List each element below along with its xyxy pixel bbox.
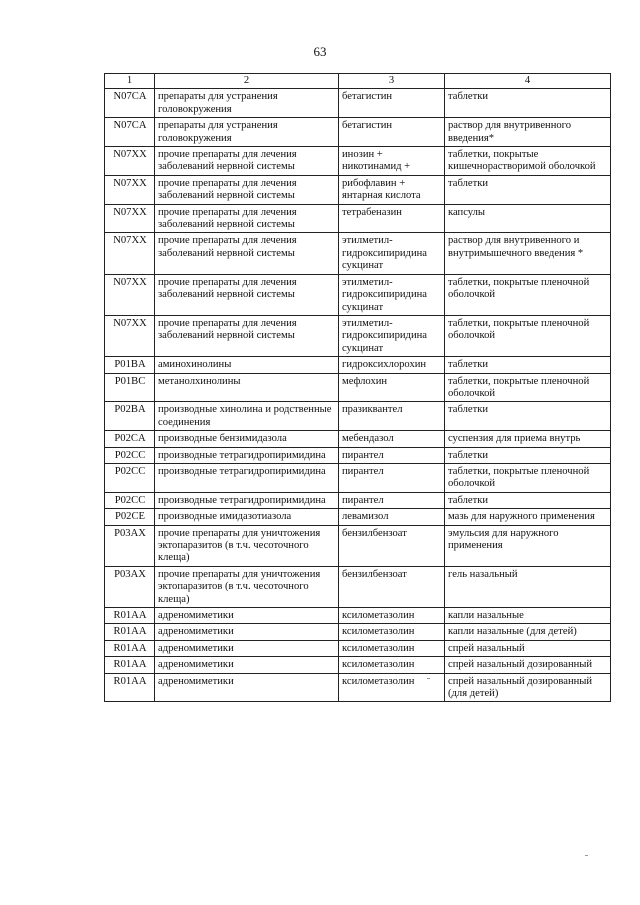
cell-substance: мефлохин — [339, 373, 445, 402]
cell-form: таблетки, покрытые кишечнорастворимой оболочкой — [445, 147, 611, 176]
cell-form: таблетки — [445, 447, 611, 463]
cell-code: N07XX — [105, 233, 155, 274]
page-number: 63 — [313, 44, 327, 59]
cell-code: N07XX — [105, 204, 155, 233]
table-row — [105, 89, 611, 118]
column-header-group: 2 — [155, 74, 339, 89]
cell-group: адреномиметики — [155, 640, 339, 656]
cell-form: мазь для наружного применения — [445, 509, 611, 525]
cell-substance: ксилометазолин — [339, 657, 445, 673]
table-row — [105, 447, 611, 463]
cell-form: таблетки — [445, 89, 611, 118]
cell-form: таблетки — [445, 357, 611, 373]
column-header-substance: 3 — [339, 74, 445, 89]
cell-group: адреномиметики — [155, 657, 339, 673]
cell-group: прочие препараты для лечения заболеваний нервной системы — [155, 315, 339, 356]
column-header-code: 1 — [105, 74, 155, 89]
cell-group: прочие препараты для лечения заболеваний нервной системы — [155, 175, 339, 204]
cell-group: прочие препараты для лечения заболеваний нервной системы — [155, 274, 339, 315]
table-row — [105, 463, 611, 492]
cell-form: таблетки — [445, 492, 611, 508]
table-row — [105, 274, 611, 315]
cell-group: производные имидазотиазола — [155, 509, 339, 525]
cell-code: P03AX — [105, 566, 155, 607]
cell-substance: этилметил-гидроксипиридина сукцинат — [339, 233, 445, 274]
cell-code: P02CE — [105, 509, 155, 525]
table-row — [105, 640, 611, 656]
cell-code: N07XX — [105, 315, 155, 356]
cell-code: P03AX — [105, 525, 155, 566]
cell-group: прочие препараты для лечения заболеваний нервной системы — [155, 204, 339, 233]
cell-substance: празиквантел — [339, 402, 445, 431]
cell-group: адреномиметики — [155, 624, 339, 640]
table-row — [105, 525, 611, 566]
cell-group: препараты для устранения головокружения — [155, 118, 339, 147]
table-row — [105, 657, 611, 673]
table-row — [105, 492, 611, 508]
cell-group: препараты для устранения головокружения — [155, 89, 339, 118]
cell-group: прочие препараты для уничтожения эктопаразитов (в т.ч. чесоточного клеща) — [155, 566, 339, 607]
cell-form: таблетки, покрытые пленочной оболочкой — [445, 274, 611, 315]
cell-form: спрей назальный дозированный — [445, 657, 611, 673]
cell-substance: ксилометазолин — [339, 640, 445, 656]
cell-code: R01AA — [105, 608, 155, 624]
cell-substance: этилметил-гидроксипиридина сукцинат — [339, 274, 445, 315]
cell-code: N07XX — [105, 175, 155, 204]
cell-substance: бензилбензоат — [339, 525, 445, 566]
cell-substance: ксилометазолин — [339, 624, 445, 640]
scan-speck — [427, 678, 430, 679]
cell-form: капсулы — [445, 204, 611, 233]
cell-substance: мебендазол — [339, 431, 445, 447]
cell-substance: бензилбензоат — [339, 566, 445, 607]
table-row — [105, 624, 611, 640]
cell-code: P01BA — [105, 357, 155, 373]
cell-form: эмульсия для наружного применения — [445, 525, 611, 566]
cell-substance: бетагистин — [339, 118, 445, 147]
table-row — [105, 175, 611, 204]
table-row — [105, 147, 611, 176]
cell-substance: инозин + никотинамид + — [339, 147, 445, 176]
cell-substance: пирантел — [339, 492, 445, 508]
cell-code: P02CC — [105, 492, 155, 508]
cell-form: капли назальные (для детей) — [445, 624, 611, 640]
cell-substance: тетрабеназин — [339, 204, 445, 233]
cell-form: раствор для внутривенного и внутримышечного введения * — [445, 233, 611, 274]
cell-substance: этилметил-гидроксипиридина сукцинат — [339, 315, 445, 356]
cell-form: таблетки, покрытые пленочной оболочкой — [445, 373, 611, 402]
cell-code: R01AA — [105, 673, 155, 702]
cell-code: P02CA — [105, 431, 155, 447]
cell-code: P02CC — [105, 463, 155, 492]
cell-code: P02CC — [105, 447, 155, 463]
cell-form: раствор для внутривенного введения* — [445, 118, 611, 147]
table-row — [105, 431, 611, 447]
cell-code: N07XX — [105, 274, 155, 315]
cell-code: R01AA — [105, 624, 155, 640]
cell-group: аминохинолины — [155, 357, 339, 373]
column-header-form: 4 — [445, 74, 611, 89]
cell-group: адреномиметики — [155, 673, 339, 702]
cell-code: R01AA — [105, 657, 155, 673]
table-row — [105, 204, 611, 233]
table-row — [105, 357, 611, 373]
table-header-row — [105, 74, 611, 89]
cell-substance: гидроксихлорохин — [339, 357, 445, 373]
cell-form: суспензия для приема внутрь — [445, 431, 611, 447]
table-row — [105, 373, 611, 402]
cell-group: метанолхинолины — [155, 373, 339, 402]
drug-table — [104, 73, 611, 702]
table-row — [105, 673, 611, 702]
cell-code: N07CA — [105, 89, 155, 118]
cell-group: адреномиметики — [155, 608, 339, 624]
table-row — [105, 118, 611, 147]
cell-group: производные тетрагидропиримидина — [155, 463, 339, 492]
cell-form: гель назальный — [445, 566, 611, 607]
cell-code: P01BC — [105, 373, 155, 402]
cell-substance: ксилометазолин — [339, 673, 445, 702]
cell-group: производные тетрагидропиримидина — [155, 447, 339, 463]
cell-code: N07CA — [105, 118, 155, 147]
table-row — [105, 233, 611, 274]
cell-group: производные бензимидазола — [155, 431, 339, 447]
cell-code: R01AA — [105, 640, 155, 656]
cell-code: N07XX — [105, 147, 155, 176]
cell-substance: рибофлавин + янтарная кислота — [339, 175, 445, 204]
cell-form: таблетки, покрытые пленочной оболочкой — [445, 463, 611, 492]
cell-substance: пирантел — [339, 463, 445, 492]
cell-form: капли назальные — [445, 608, 611, 624]
table-row — [105, 315, 611, 356]
cell-form: спрей назальный дозированный (для детей) — [445, 673, 611, 702]
cell-group: производные тетрагидропиримидина — [155, 492, 339, 508]
cell-group: прочие препараты для уничтожения эктопаразитов (в т.ч. чесоточного клеща) — [155, 525, 339, 566]
cell-group: прочие препараты для лечения заболеваний нервной системы — [155, 233, 339, 274]
cell-substance: левамизол — [339, 509, 445, 525]
table-row — [105, 402, 611, 431]
cell-form: таблетки — [445, 175, 611, 204]
table-row — [105, 608, 611, 624]
cell-substance: ксилометазолин — [339, 608, 445, 624]
cell-substance: бетагистин — [339, 89, 445, 118]
cell-group: производные хинолина и родственные соединения — [155, 402, 339, 431]
cell-substance: пирантел — [339, 447, 445, 463]
scan-speck — [585, 855, 588, 856]
table-row — [105, 566, 611, 607]
cell-form: спрей назальный — [445, 640, 611, 656]
cell-group: прочие препараты для лечения заболеваний нервной системы — [155, 147, 339, 176]
cell-form: таблетки, покрытые пленочной оболочкой — [445, 315, 611, 356]
table-body — [105, 89, 611, 702]
cell-form: таблетки — [445, 402, 611, 431]
table-row — [105, 509, 611, 525]
cell-code: P02BA — [105, 402, 155, 431]
